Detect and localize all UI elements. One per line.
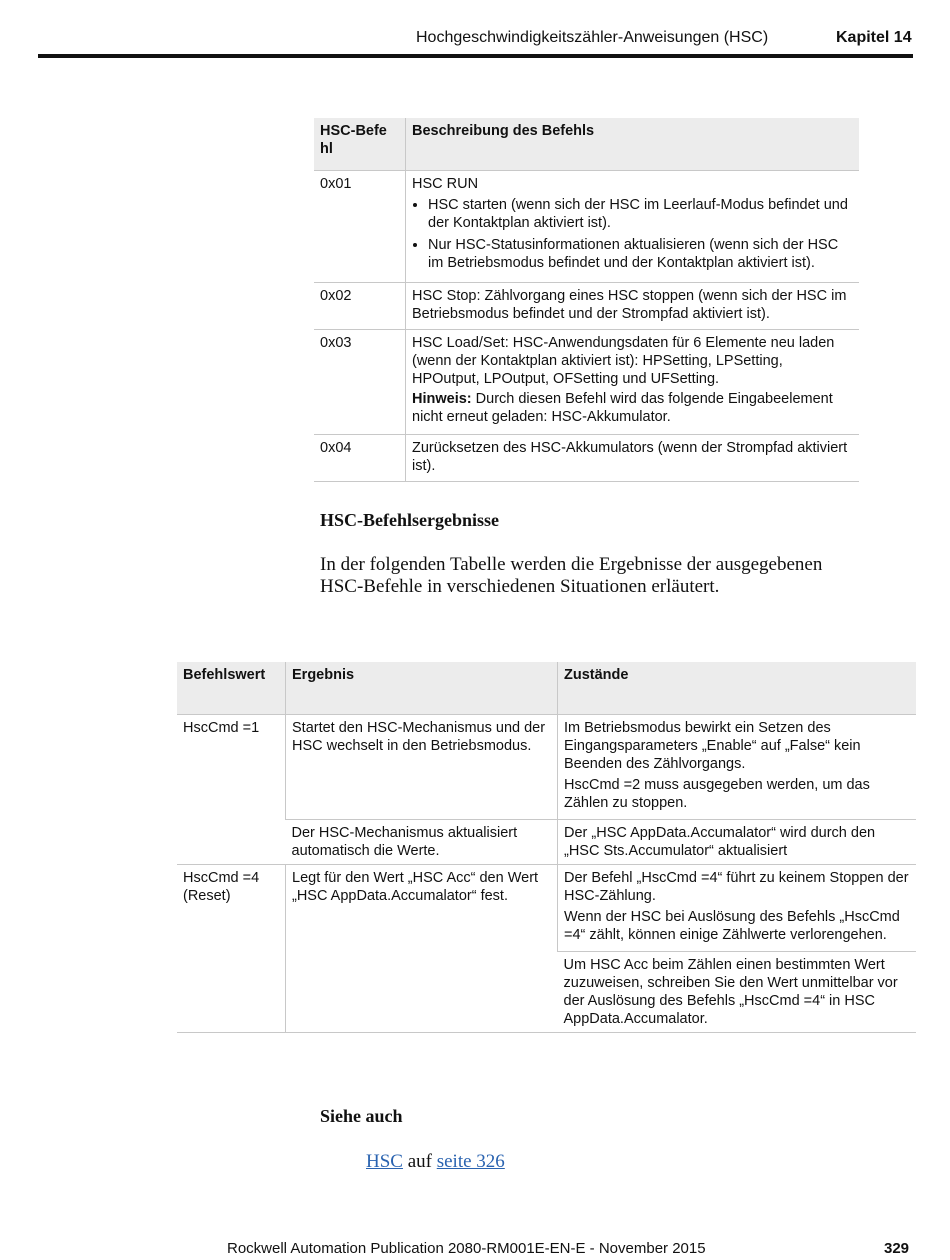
state-text: Der Befehl „HscCmd =4“ führt zu keinem Stoppen der HSC-Zählung. <box>564 870 909 904</box>
column-header-states: Zustände <box>558 662 917 715</box>
result-cell: Der HSC-Mechanismus aktualisiert automatisch die Werte. <box>291 825 518 859</box>
state-text: Wenn der HSC bei Auslösung des Befehls „HscCmd =4“ zählt, können einige Zählwerte verlorengehen. <box>564 909 900 943</box>
table-row <box>314 283 859 330</box>
column-header-result: Ergebnis <box>286 662 558 715</box>
chapter-label: Kapitel 14 <box>836 29 912 46</box>
command-description: Zurücksetzen des HSC-Akkumulators (wenn der Strompfad aktiviert ist). <box>406 435 860 482</box>
note-text: Durch diesen Befehl wird das folgende Eingabeelement nicht erneut geladen: HSC-Akkumulator. <box>412 391 833 425</box>
states-cell <box>558 715 917 820</box>
result-cell: Legt für den Wert „HSC Acc“ den Wert „HSC AppData.Accumalator“ fest. <box>286 865 558 1033</box>
command-code: 0x02 <box>320 288 352 304</box>
column-header-command: HSC-Befe hl <box>314 118 406 171</box>
table-header-row <box>314 118 859 171</box>
table-row <box>177 820 916 865</box>
command-description <box>406 171 860 283</box>
table-row <box>177 715 916 820</box>
results-table <box>177 662 916 1033</box>
command-code: 0x01 <box>320 176 352 192</box>
states-cell: Der „HSC AppData.Accumalator“ wird durch den „HSC Sts.Accumulator“ aktualisiert <box>558 820 917 865</box>
table-row <box>314 171 859 283</box>
see-also-heading: Siehe auch <box>320 1106 403 1126</box>
list-item: • Nur HSC-Statusinformationen aktualisieren (wenn sich der HSC im Betriebsmodus befindet und der Kontaktplan aktiviert ist). <box>428 236 854 272</box>
section-heading: HSC-Befehlsergebnisse <box>320 510 499 530</box>
states-cell <box>558 865 917 952</box>
see-also-reference <box>366 1151 505 1173</box>
page-number: 329 <box>884 1240 910 1257</box>
command-table <box>314 118 859 482</box>
state-text: HscCmd =2 muss ausgegeben werden, um das Zählen zu stoppen. <box>564 777 870 811</box>
states-cell: Um HSC Acc beim Zählen einen bestimmten Wert zuzuweisen, schreiben Sie den Wert unmittelbar vor der Auslösung des Befehls „HscCmd =4“ in HSC AppData.Accumalator. <box>563 957 898 1027</box>
note-label: Hinweis: <box>412 391 472 407</box>
description-text: HSC Load/Set: HSC-Anwendungsdaten für 6 Elemente neu laden (wenn der Kontaktplan aktiviert ist): HPSetting, LPSetting, HPOutput, LPOutput, OFSetting und UFSetting. <box>412 335 835 387</box>
table-row <box>177 865 916 952</box>
command-code: 0x03 <box>320 335 352 351</box>
table-row <box>314 435 859 482</box>
column-header-description: Beschreibung des Befehls <box>406 118 860 171</box>
hsc-link[interactable]: HSC <box>366 1151 403 1172</box>
table-row <box>314 330 859 435</box>
section-paragraph: In der folgenden Tabelle werden die Ergebnisse der ausgegebenen HSC-Befehle in verschiedenen Situationen erläutert. <box>320 554 823 597</box>
column-header-value: Befehlswert <box>177 662 286 715</box>
command-value: HscCmd =4 (Reset) <box>183 870 260 904</box>
state-text: Im Betriebsmodus bewirkt ein Setzen des Eingangsparameters „Enable“ auf „False“ kein Beenden des Zählvorgangs. <box>564 720 861 772</box>
see-also-connector: auf <box>402 1151 437 1172</box>
command-description: HSC Stop: Zählvorgang eines HSC stoppen (wenn sich der HSC im Betriebsmodus befindet und der Strompfad aktiviert ist). <box>406 283 860 330</box>
list-item: • HSC starten (wenn sich der HSC im Leerlauf-Modus befindet und der Kontaktplan aktiviert ist). <box>428 196 854 232</box>
result-cell: Startet den HSC-Mechanismus und der HSC wechselt in den Betriebsmodus. <box>286 715 558 820</box>
command-description <box>406 330 860 435</box>
page-link[interactable]: seite 326 <box>436 1151 505 1172</box>
command-title: HSC RUN <box>412 176 479 192</box>
footer-publication: Rockwell Automation Publication 2080-RM001E-EN-E - November 2015 <box>227 1240 706 1257</box>
header-rule <box>38 54 913 58</box>
command-value: HscCmd =1 <box>183 720 260 736</box>
running-header-title: Hochgeschwindigkeitszähler-Anweisungen (HSC) <box>416 29 769 46</box>
bullet-list <box>412 196 854 272</box>
command-code: 0x04 <box>320 440 352 456</box>
note <box>412 390 854 426</box>
table-header-row <box>177 662 916 715</box>
